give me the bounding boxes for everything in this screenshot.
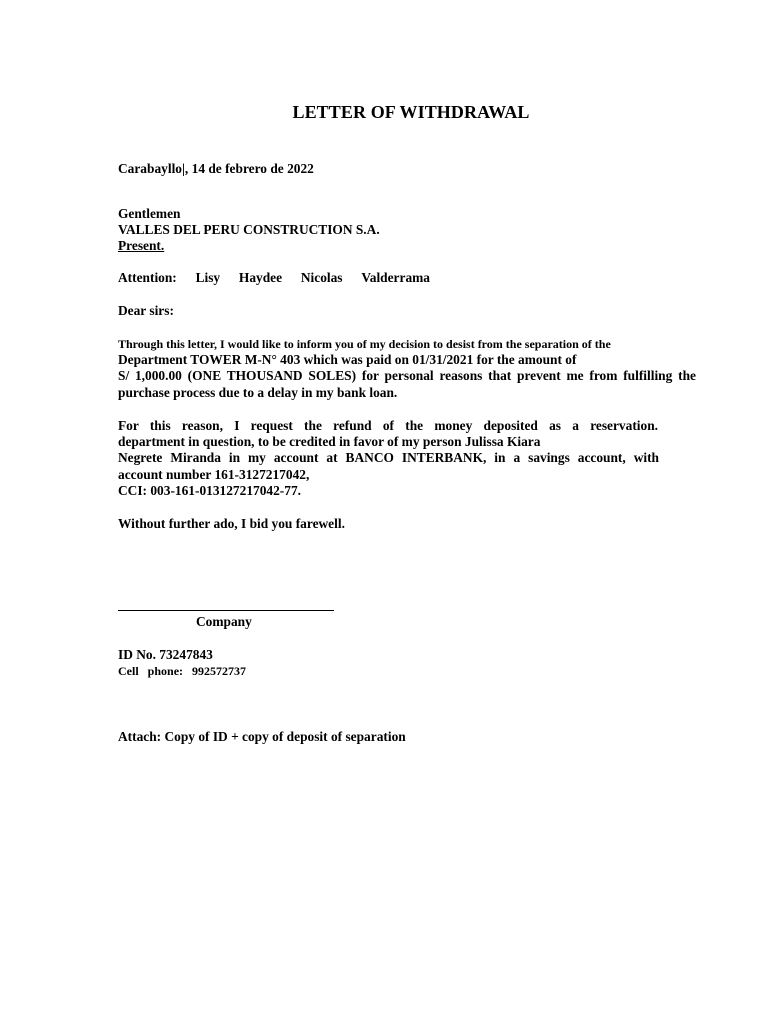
paragraph1-line3: S/ 1,000.00 (ONE THOUSAND SOLES) for personal reasons that prevent me from fulfilling the	[118, 368, 696, 383]
id-number: ID No. 73247843	[118, 647, 213, 662]
attention-surname-second: Valderrama	[361, 270, 430, 285]
attention-name-second: Haydee	[238, 270, 283, 285]
cell-phone-number: 992572737	[192, 664, 247, 678]
letter-title: LETTER OF WITHDRAWAL	[292, 102, 530, 122]
cell-label-cell: Cell	[118, 664, 139, 678]
paragraph2-line3: Negrete Miranda in my account at BANCO INTERBANK, in a savings account, with	[118, 450, 659, 465]
salutation-group: Gentlemen	[118, 206, 181, 221]
greeting: Dear sirs:	[118, 303, 174, 318]
paragraph2-line2: department in question, to be credited in favor of my person Julissa Kiara	[118, 434, 541, 449]
attention-surname-first: Nicolas	[300, 270, 343, 285]
present-line: Present.	[118, 238, 165, 253]
paragraph2-line1: For this reason, I request the refund of the money deposited as a reservation.	[118, 418, 658, 433]
cell-phone-line	[118, 663, 252, 679]
closing-line: Without further ado, I bid you farewell.	[118, 516, 345, 531]
paragraph1-line4: purchase process due to a delay in my bank loan.	[118, 385, 398, 400]
attention-name-first: Lisy	[195, 270, 221, 285]
cell-label-phone: phone:	[147, 664, 184, 678]
signature-company-label: Company	[196, 614, 252, 629]
paragraph1-line1: Through this letter, I would like to inform you of my decision to desist from the separation of the	[118, 337, 611, 351]
paragraph1-line2: Department TOWER M-N° 403 which was paid on 01/31/2021 for the amount of	[118, 352, 577, 367]
attention-line	[118, 270, 430, 286]
place-date: Carabayllo|, 14 de febrero de 2022	[118, 161, 314, 176]
paragraph2-line4: account number 161-3127217042,	[118, 467, 310, 482]
company-name: VALLES DEL PERU CONSTRUCTION S.A.	[118, 222, 380, 237]
paragraph2-line5: CCI: 003-161-013127217042-77.	[118, 483, 301, 498]
attach-line: Attach: Copy of ID + copy of deposit of separation	[118, 729, 406, 744]
attention-label: Attention:	[118, 270, 177, 285]
signature-line	[118, 610, 334, 611]
